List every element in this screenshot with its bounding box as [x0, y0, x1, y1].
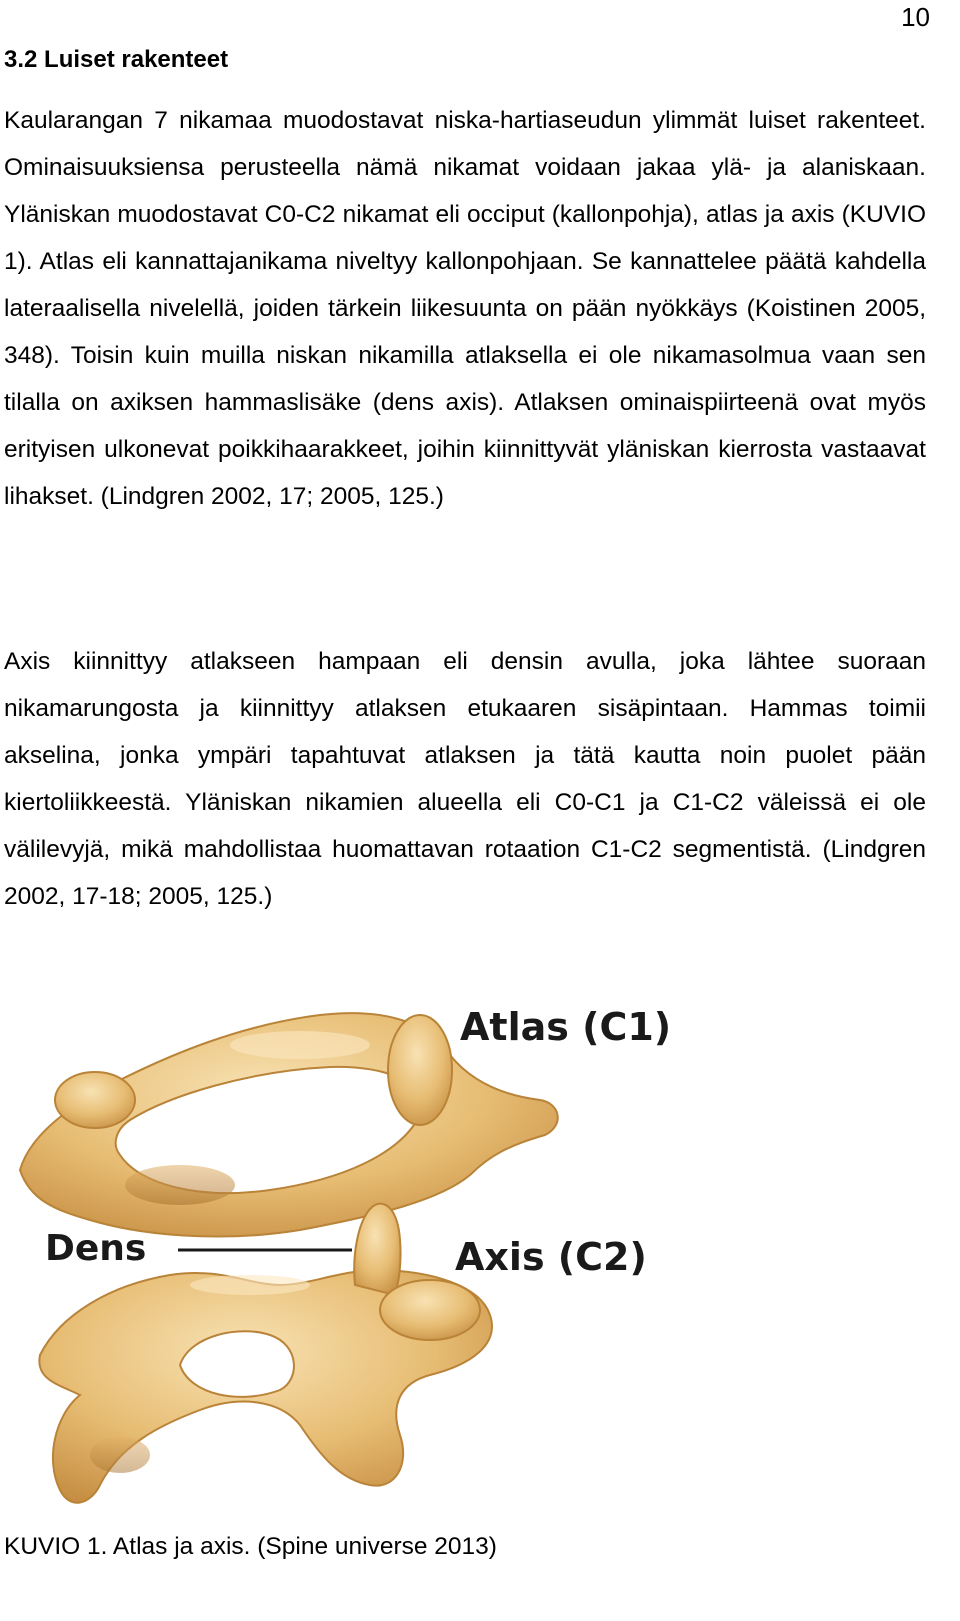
figure-caption: KUVIO 1. Atlas ja axis. (Spine universe 2013): [4, 1533, 497, 1560]
atlas-label: Atlas (C1): [460, 1005, 672, 1049]
paragraph-1: Kaularangan 7 nikamaa muodostavat niska-hartiaseudun ylimmät luiset rakenteet. Ominaisuuksiensa perusteella nämä nikamat voidaan jakaa ylä- ja alaniskaan. Yläniskan muodostavat C0-C2 nikamat eli occiput (kallonpohja), atlas ja axis (KUVIO 1). Atlas eli kannattajanikama niveltyy kallonpohjaan. Se kannattelee päätä kahdella lateraalisella nivelellä, joiden tärkein liikesuunta on pään nyökkäys (Koistinen 2005, 348). Toisin kuin muilla niskan nikamilla atlaksella ei ole nikamasolmua vaan sen tilalla on axiksen hammaslisäke (dens axis). Atlaksen ominaispiirteenä ovat myös erityisen ulkonevat poikkihaarakkeet, joihin kiinnittyvät yläniskan kierrosta vastaavat lihakset. (Lindgren 2002, 17; 2005, 125.): [4, 107, 926, 510]
section-heading: 3.2 Luiset rakenteet: [4, 46, 229, 73]
dens-label: Dens: [45, 1228, 147, 1269]
page-number: 10: [901, 2, 930, 32]
paragraph-2: Axis kiinnittyy atlakseen hampaan eli densin avulla, joka lähtee suoraan nikamarungosta ja kiinnittyy atlaksen etukaaren sisäpintaan. Hammas toimii akselina, jonka ympäri tapahtuvat atlaksen ja tätä kautta noin puolet pään kiertoliikkeestä. Yläniskan nikamien alueella eli C0-C1 ja C1-C2 väleissä ei ole välilevyjä, mikä mahdollistaa huomattavan rotaation C1-C2 segmentistä. (Lindgren 2002, 17-18; 2005, 125.): [4, 648, 926, 910]
axis-label: Axis (C2): [455, 1235, 647, 1279]
vertebrae-figure: [0, 985, 700, 1525]
